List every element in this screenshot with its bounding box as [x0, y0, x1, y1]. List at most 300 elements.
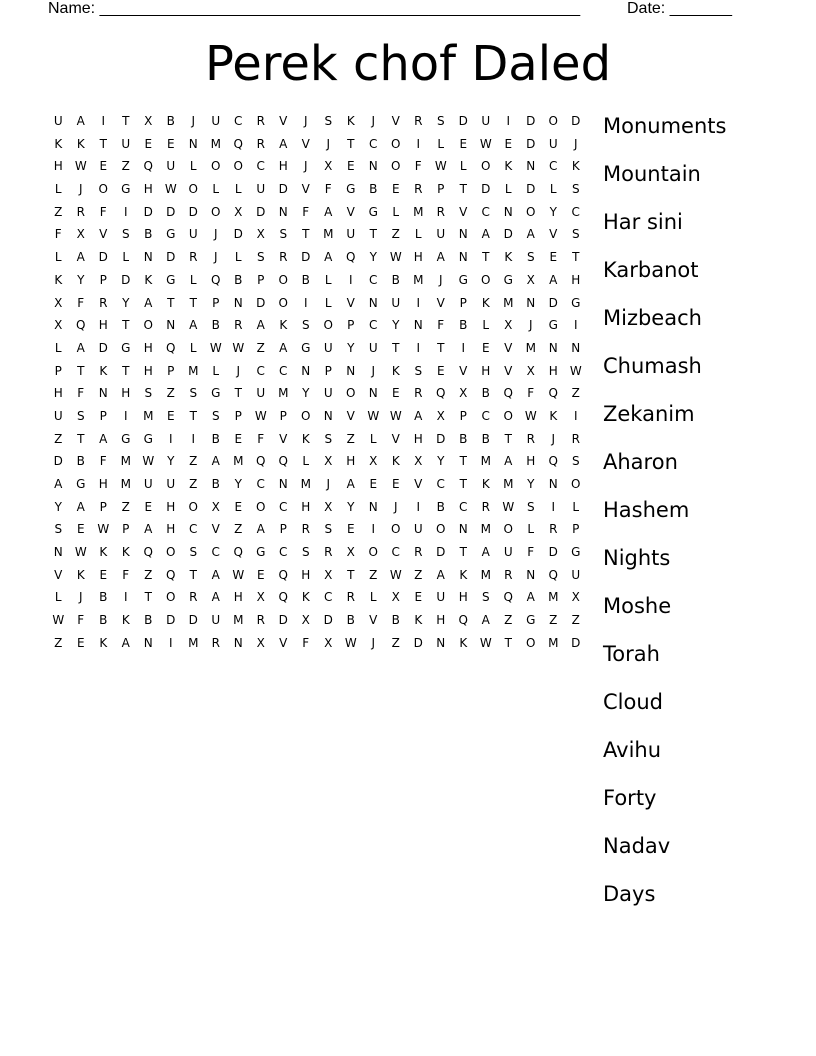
grid-letter: L	[504, 182, 512, 197]
grid-letter: X	[526, 363, 535, 378]
grid-letter: C	[189, 522, 198, 537]
grid-letter: H	[143, 182, 153, 197]
grid-letter: D	[98, 340, 108, 355]
grid-letter: K	[504, 250, 513, 265]
grid-letter: G	[548, 318, 558, 333]
grid-letter: Z	[391, 635, 400, 650]
grid-letter: F	[99, 204, 107, 219]
grid-letter: P	[279, 522, 287, 537]
grid-letter: R	[256, 136, 265, 151]
grid-letter: G	[166, 227, 176, 242]
grid-letter: W	[164, 182, 177, 197]
grid-letter: D	[571, 114, 581, 128]
grid-letter: T	[504, 635, 512, 650]
name-field-label: Name: ______________________________________________________	[48, 0, 581, 17]
grid-letter: U	[256, 386, 266, 401]
grid-letter: C	[459, 499, 468, 514]
grid-letter: H	[436, 613, 446, 628]
grid-letter: M	[233, 613, 244, 628]
grid-letter: R	[211, 635, 220, 650]
grid-letter: A	[504, 454, 513, 469]
grid-letter: R	[414, 114, 423, 128]
word-bank-item: Aharon	[603, 450, 678, 474]
grid-letter: T	[482, 250, 490, 265]
grid-letter: S	[279, 227, 288, 242]
grid-letter: D	[526, 182, 536, 197]
grid-letter: J	[236, 363, 241, 378]
grid-letter: A	[54, 477, 63, 491]
grid-letter: W	[344, 635, 357, 650]
grid-letter: S	[526, 499, 535, 514]
grid-letter: O	[481, 159, 491, 174]
word-bank	[603, 102, 726, 918]
grid-letter: D	[571, 635, 581, 650]
grid-letter: X	[301, 613, 310, 628]
grid-letter: I	[303, 295, 308, 310]
grid-letter: V	[549, 227, 558, 242]
grid-letter: P	[324, 363, 332, 378]
grid-letter: G	[166, 272, 176, 287]
grid-letter: G	[143, 431, 153, 446]
grid-letter: S	[414, 363, 423, 378]
grid-letter: R	[324, 545, 333, 560]
grid-letter: O	[188, 182, 198, 197]
grid-letter: S	[144, 386, 153, 401]
grid-letter: G	[571, 545, 581, 560]
grid-letter: V	[211, 522, 220, 537]
grid-letter: G	[76, 477, 86, 491]
grid-letter: D	[188, 613, 198, 628]
grid-letter: Q	[346, 250, 356, 265]
grid-letter: D	[188, 204, 198, 219]
grid-letter: T	[189, 295, 197, 310]
grid-letter: Q	[503, 386, 513, 401]
grid-letter: E	[391, 477, 400, 491]
grid-letter: D	[436, 545, 446, 560]
grid-letter: Y	[437, 454, 445, 469]
grid-letter: I	[573, 408, 578, 423]
grid-letter: H	[166, 499, 176, 514]
word-bank-item: Monuments	[603, 114, 727, 138]
grid-letter: C	[369, 318, 378, 333]
grid-letter: A	[76, 340, 85, 355]
grid-letter: Q	[548, 454, 558, 469]
grid-letter: L	[122, 250, 130, 265]
grid-letter: G	[211, 386, 221, 401]
grid-letter: Z	[414, 567, 423, 582]
grid-letter: O	[278, 295, 288, 310]
grid-letter: J	[528, 318, 533, 333]
grid-letter: W	[569, 363, 582, 378]
grid-letter: Y	[347, 340, 355, 355]
grid-letter: A	[436, 250, 445, 265]
grid-letter: R	[504, 567, 513, 582]
grid-letter: A	[76, 499, 85, 514]
grid-letter: W	[52, 613, 65, 628]
grid-letter: M	[210, 136, 221, 151]
grid-letter: U	[166, 159, 176, 174]
grid-letter: J	[303, 114, 308, 128]
grid-letter: H	[143, 340, 153, 355]
grid-letter: L	[369, 431, 377, 446]
grid-letter: T	[459, 182, 467, 197]
grid-letter: D	[323, 613, 333, 628]
grid-letter: X	[234, 204, 243, 219]
word-bank-item: Nights	[603, 546, 671, 570]
grid-letter: V	[301, 136, 310, 151]
grid-letter: A	[144, 522, 153, 537]
grid-letter: N	[526, 567, 536, 582]
grid-letter: Z	[256, 340, 265, 355]
grid-letter: E	[346, 159, 355, 174]
grid-letter: L	[459, 159, 467, 174]
grid-letter: X	[571, 590, 580, 605]
grid-letter: Y	[527, 477, 535, 491]
grid-letter: R	[571, 431, 580, 446]
grid-letter: N	[458, 250, 468, 265]
grid-letter: K	[414, 613, 423, 628]
word-bank-item: Chumash	[603, 354, 702, 378]
grid-letter: W	[479, 635, 492, 650]
grid-letter: I	[416, 340, 421, 355]
grid-letter: K	[99, 545, 108, 560]
grid-letter: R	[346, 590, 355, 605]
grid-letter: H	[346, 454, 356, 469]
grid-letter: M	[323, 227, 334, 242]
grid-letter: P	[54, 363, 62, 378]
grid-letter: V	[414, 477, 423, 491]
grid-letter: V	[346, 295, 355, 310]
grid-letter: R	[234, 318, 243, 333]
grid-letter: L	[482, 318, 490, 333]
grid-letter: L	[234, 250, 242, 265]
grid-letter: T	[99, 136, 107, 151]
grid-letter: K	[76, 136, 85, 151]
grid-letter: C	[279, 545, 288, 560]
grid-letter: H	[413, 250, 423, 265]
grid-letter: M	[525, 340, 536, 355]
grid-letter: T	[234, 386, 242, 401]
grid-letter: Q	[278, 454, 288, 469]
grid-letter: U	[53, 408, 63, 423]
grid-letter: G	[571, 295, 581, 310]
grid-letter: C	[481, 408, 490, 423]
grid-letter: F	[54, 227, 62, 242]
grid-letter: L	[189, 159, 197, 174]
grid-letter: E	[369, 477, 378, 491]
grid-letter: U	[413, 522, 423, 537]
grid-letter: X	[526, 272, 535, 287]
grid-letter: U	[391, 295, 401, 310]
grid-letter: O	[391, 159, 401, 174]
header-line	[48, 0, 748, 20]
grid-letter: N	[346, 363, 356, 378]
grid-letter: K	[391, 454, 400, 469]
grid-letter: Z	[54, 635, 63, 650]
grid-letter: J	[213, 250, 218, 265]
grid-letter: U	[548, 136, 558, 151]
grid-letter: R	[436, 204, 445, 219]
grid-letter: L	[572, 499, 580, 514]
grid-letter: J	[213, 227, 218, 242]
grid-letter: D	[166, 250, 176, 265]
grid-letter: N	[503, 204, 513, 219]
grid-letter: A	[279, 340, 288, 355]
grid-letter: W	[254, 408, 267, 423]
grid-letter: R	[414, 182, 423, 197]
word-bank-item: Hashem	[603, 498, 690, 522]
grid-letter: M	[548, 635, 559, 650]
grid-letter: J	[371, 114, 376, 128]
grid-letter: U	[53, 114, 63, 128]
grid-letter: T	[459, 477, 467, 491]
grid-letter: Q	[278, 590, 288, 605]
grid-letter: W	[389, 408, 402, 423]
grid-letter: V	[54, 567, 63, 582]
grid-letter: D	[413, 635, 423, 650]
grid-letter: B	[481, 431, 490, 446]
grid-letter: A	[526, 590, 535, 605]
grid-letter: S	[436, 114, 445, 128]
grid-letter: C	[391, 545, 400, 560]
grid-letter: L	[324, 272, 332, 287]
grid-letter: N	[233, 635, 243, 650]
grid-letter: Q	[76, 318, 86, 333]
grid-letter: R	[549, 522, 558, 537]
grid-letter: N	[458, 227, 468, 242]
grid-letter: B	[369, 182, 378, 197]
grid-letter: R	[414, 386, 423, 401]
grid-letter: P	[167, 363, 175, 378]
grid-letter: A	[211, 567, 220, 582]
grid-letter: X	[436, 408, 445, 423]
grid-letter: M	[300, 477, 311, 491]
grid-letter: V	[459, 204, 468, 219]
grid-letter: R	[526, 431, 535, 446]
grid-letter: F	[302, 635, 310, 650]
grid-letter: C	[256, 159, 265, 174]
grid-letter: H	[121, 386, 131, 401]
grid-letter: E	[549, 250, 558, 265]
grid-letter: F	[527, 386, 535, 401]
grid-letter: E	[234, 499, 243, 514]
grid-letter: T	[437, 340, 445, 355]
grid-letter: U	[346, 227, 356, 242]
grid-letter: I	[416, 499, 421, 514]
grid-letter: P	[212, 295, 220, 310]
grid-letter: U	[368, 340, 378, 355]
grid-letter: P	[347, 318, 355, 333]
grid-letter: L	[189, 272, 197, 287]
grid-letter: H	[278, 159, 288, 174]
grid-letter: I	[191, 431, 196, 446]
grid-letter: A	[211, 454, 220, 469]
grid-letter: I	[101, 114, 106, 128]
grid-letter: O	[211, 159, 221, 174]
grid-letter: S	[526, 250, 535, 265]
grid-letter: V	[391, 114, 400, 128]
grid-letter: P	[99, 272, 107, 287]
grid-letter: A	[436, 567, 445, 582]
grid-letter: N	[368, 499, 378, 514]
grid-letter: I	[551, 499, 556, 514]
grid-letter: T	[347, 567, 355, 582]
grid-letter: D	[436, 431, 446, 446]
grid-letter: O	[526, 204, 536, 219]
grid-letter: O	[503, 408, 513, 423]
grid-letter: N	[526, 295, 536, 310]
grid-letter: V	[301, 182, 310, 197]
grid-letter: T	[189, 408, 197, 423]
grid-letter: T	[122, 363, 130, 378]
grid-letter: D	[458, 114, 468, 128]
grid-letter: E	[144, 136, 153, 151]
grid-letter: Y	[369, 250, 377, 265]
grid-letter: I	[573, 318, 578, 333]
grid-letter: W	[502, 499, 515, 514]
grid-letter: G	[301, 340, 311, 355]
grid-letter: T	[144, 590, 152, 605]
grid-letter: D	[98, 250, 108, 265]
grid-letter: Q	[503, 590, 513, 605]
grid-letter: R	[301, 522, 310, 537]
grid-letter: B	[234, 272, 243, 287]
grid-letter: A	[481, 613, 490, 628]
grid-letter: M	[120, 454, 131, 469]
grid-letter: P	[99, 408, 107, 423]
grid-letter: W	[389, 567, 402, 582]
grid-letter: N	[413, 318, 423, 333]
grid-letter: D	[233, 227, 243, 242]
grid-letter: J	[326, 136, 331, 151]
grid-letter: J	[303, 159, 308, 174]
grid-letter: A	[121, 635, 130, 650]
grid-letter: H	[481, 363, 491, 378]
grid-letter: S	[301, 545, 310, 560]
grid-letter: L	[392, 204, 400, 219]
date-field-label: Date: _______	[627, 0, 732, 17]
grid-letter: C	[234, 114, 243, 128]
grid-letter: P	[257, 272, 265, 287]
grid-letter: C	[571, 204, 580, 219]
word-bank-item: Moshe	[603, 594, 672, 618]
grid-letter: E	[414, 590, 423, 605]
grid-letter: K	[459, 635, 468, 650]
grid-letter: K	[481, 477, 490, 491]
grid-letter: T	[122, 114, 130, 128]
grid-letter: U	[571, 567, 581, 582]
grid-letter: K	[346, 114, 355, 128]
grid-letter: E	[166, 136, 175, 151]
grid-letter: T	[459, 454, 467, 469]
grid-letter: N	[301, 363, 311, 378]
grid-letter: K	[54, 272, 63, 287]
grid-letter: A	[481, 227, 490, 242]
grid-letter: T	[302, 227, 310, 242]
grid-letter: A	[346, 477, 355, 491]
grid-letter: X	[324, 635, 333, 650]
grid-letter: H	[301, 499, 311, 514]
grid-letter: J	[438, 272, 443, 287]
grid-letter: W	[74, 545, 87, 560]
grid-letter: E	[391, 182, 400, 197]
grid-letter: N	[571, 340, 581, 355]
grid-letter: I	[168, 431, 173, 446]
grid-letter: B	[144, 227, 153, 242]
grid-letter: C	[369, 136, 378, 151]
grid-letter: H	[233, 590, 243, 605]
grid-letter: O	[391, 136, 401, 151]
grid-letter: Q	[233, 545, 243, 560]
grid-letter: V	[99, 227, 108, 242]
grid-letter: F	[257, 431, 265, 446]
grid-letter: M	[548, 590, 559, 605]
grid-letter: S	[121, 227, 130, 242]
grid-letter: E	[76, 522, 85, 537]
grid-letter: J	[573, 136, 578, 151]
grid-letter: U	[211, 613, 221, 628]
grid-letter: I	[168, 635, 173, 650]
grid-letter: W	[232, 340, 245, 355]
grid-letter: H	[166, 522, 176, 537]
grid-letter: H	[53, 159, 63, 174]
grid-letter: L	[54, 590, 62, 605]
grid-letter: D	[278, 613, 288, 628]
grid-letter: J	[371, 635, 376, 650]
grid-letter: E	[99, 567, 108, 582]
grid-letter: V	[369, 613, 378, 628]
grid-letter: O	[481, 272, 491, 287]
word-bank-item: Forty	[603, 786, 657, 810]
grid-letter: A	[279, 136, 288, 151]
grid-letter: W	[74, 159, 87, 174]
grid-letter: B	[76, 454, 85, 469]
grid-letter: X	[324, 567, 333, 582]
grid-letter: W	[389, 250, 402, 265]
grid-letter: E	[346, 522, 355, 537]
grid-letter: L	[212, 363, 220, 378]
word-bank-item: Karbanot	[603, 258, 699, 282]
word-bank-item: Torah	[603, 642, 660, 666]
grid-letter: V	[504, 363, 513, 378]
grid-letter: R	[189, 250, 198, 265]
grid-letter: O	[278, 272, 288, 287]
grid-letter: R	[414, 545, 423, 560]
word-bank-item: Mizbeach	[603, 306, 702, 330]
grid-letter: S	[324, 431, 333, 446]
grid-letter: Z	[549, 613, 558, 628]
grid-letter: Z	[571, 386, 580, 401]
grid-letter: U	[143, 477, 153, 491]
grid-letter: A	[324, 250, 333, 265]
grid-letter: D	[526, 136, 536, 151]
grid-letter: D	[53, 454, 63, 469]
grid-letter: W	[142, 454, 155, 469]
grid-letter: L	[437, 136, 445, 151]
grid-letter: K	[459, 567, 468, 582]
grid-letter: S	[211, 408, 220, 423]
grid-letter: C	[436, 477, 445, 491]
grid-letter: Q	[256, 454, 266, 469]
grid-letter: E	[504, 136, 513, 151]
grid-letter: J	[326, 477, 331, 491]
grid-letter: G	[368, 204, 378, 219]
grid-letter: Y	[302, 386, 310, 401]
grid-letter: V	[346, 204, 355, 219]
grid-letter: N	[368, 295, 378, 310]
grid-letter: D	[548, 545, 558, 560]
grid-letter: F	[527, 545, 535, 560]
